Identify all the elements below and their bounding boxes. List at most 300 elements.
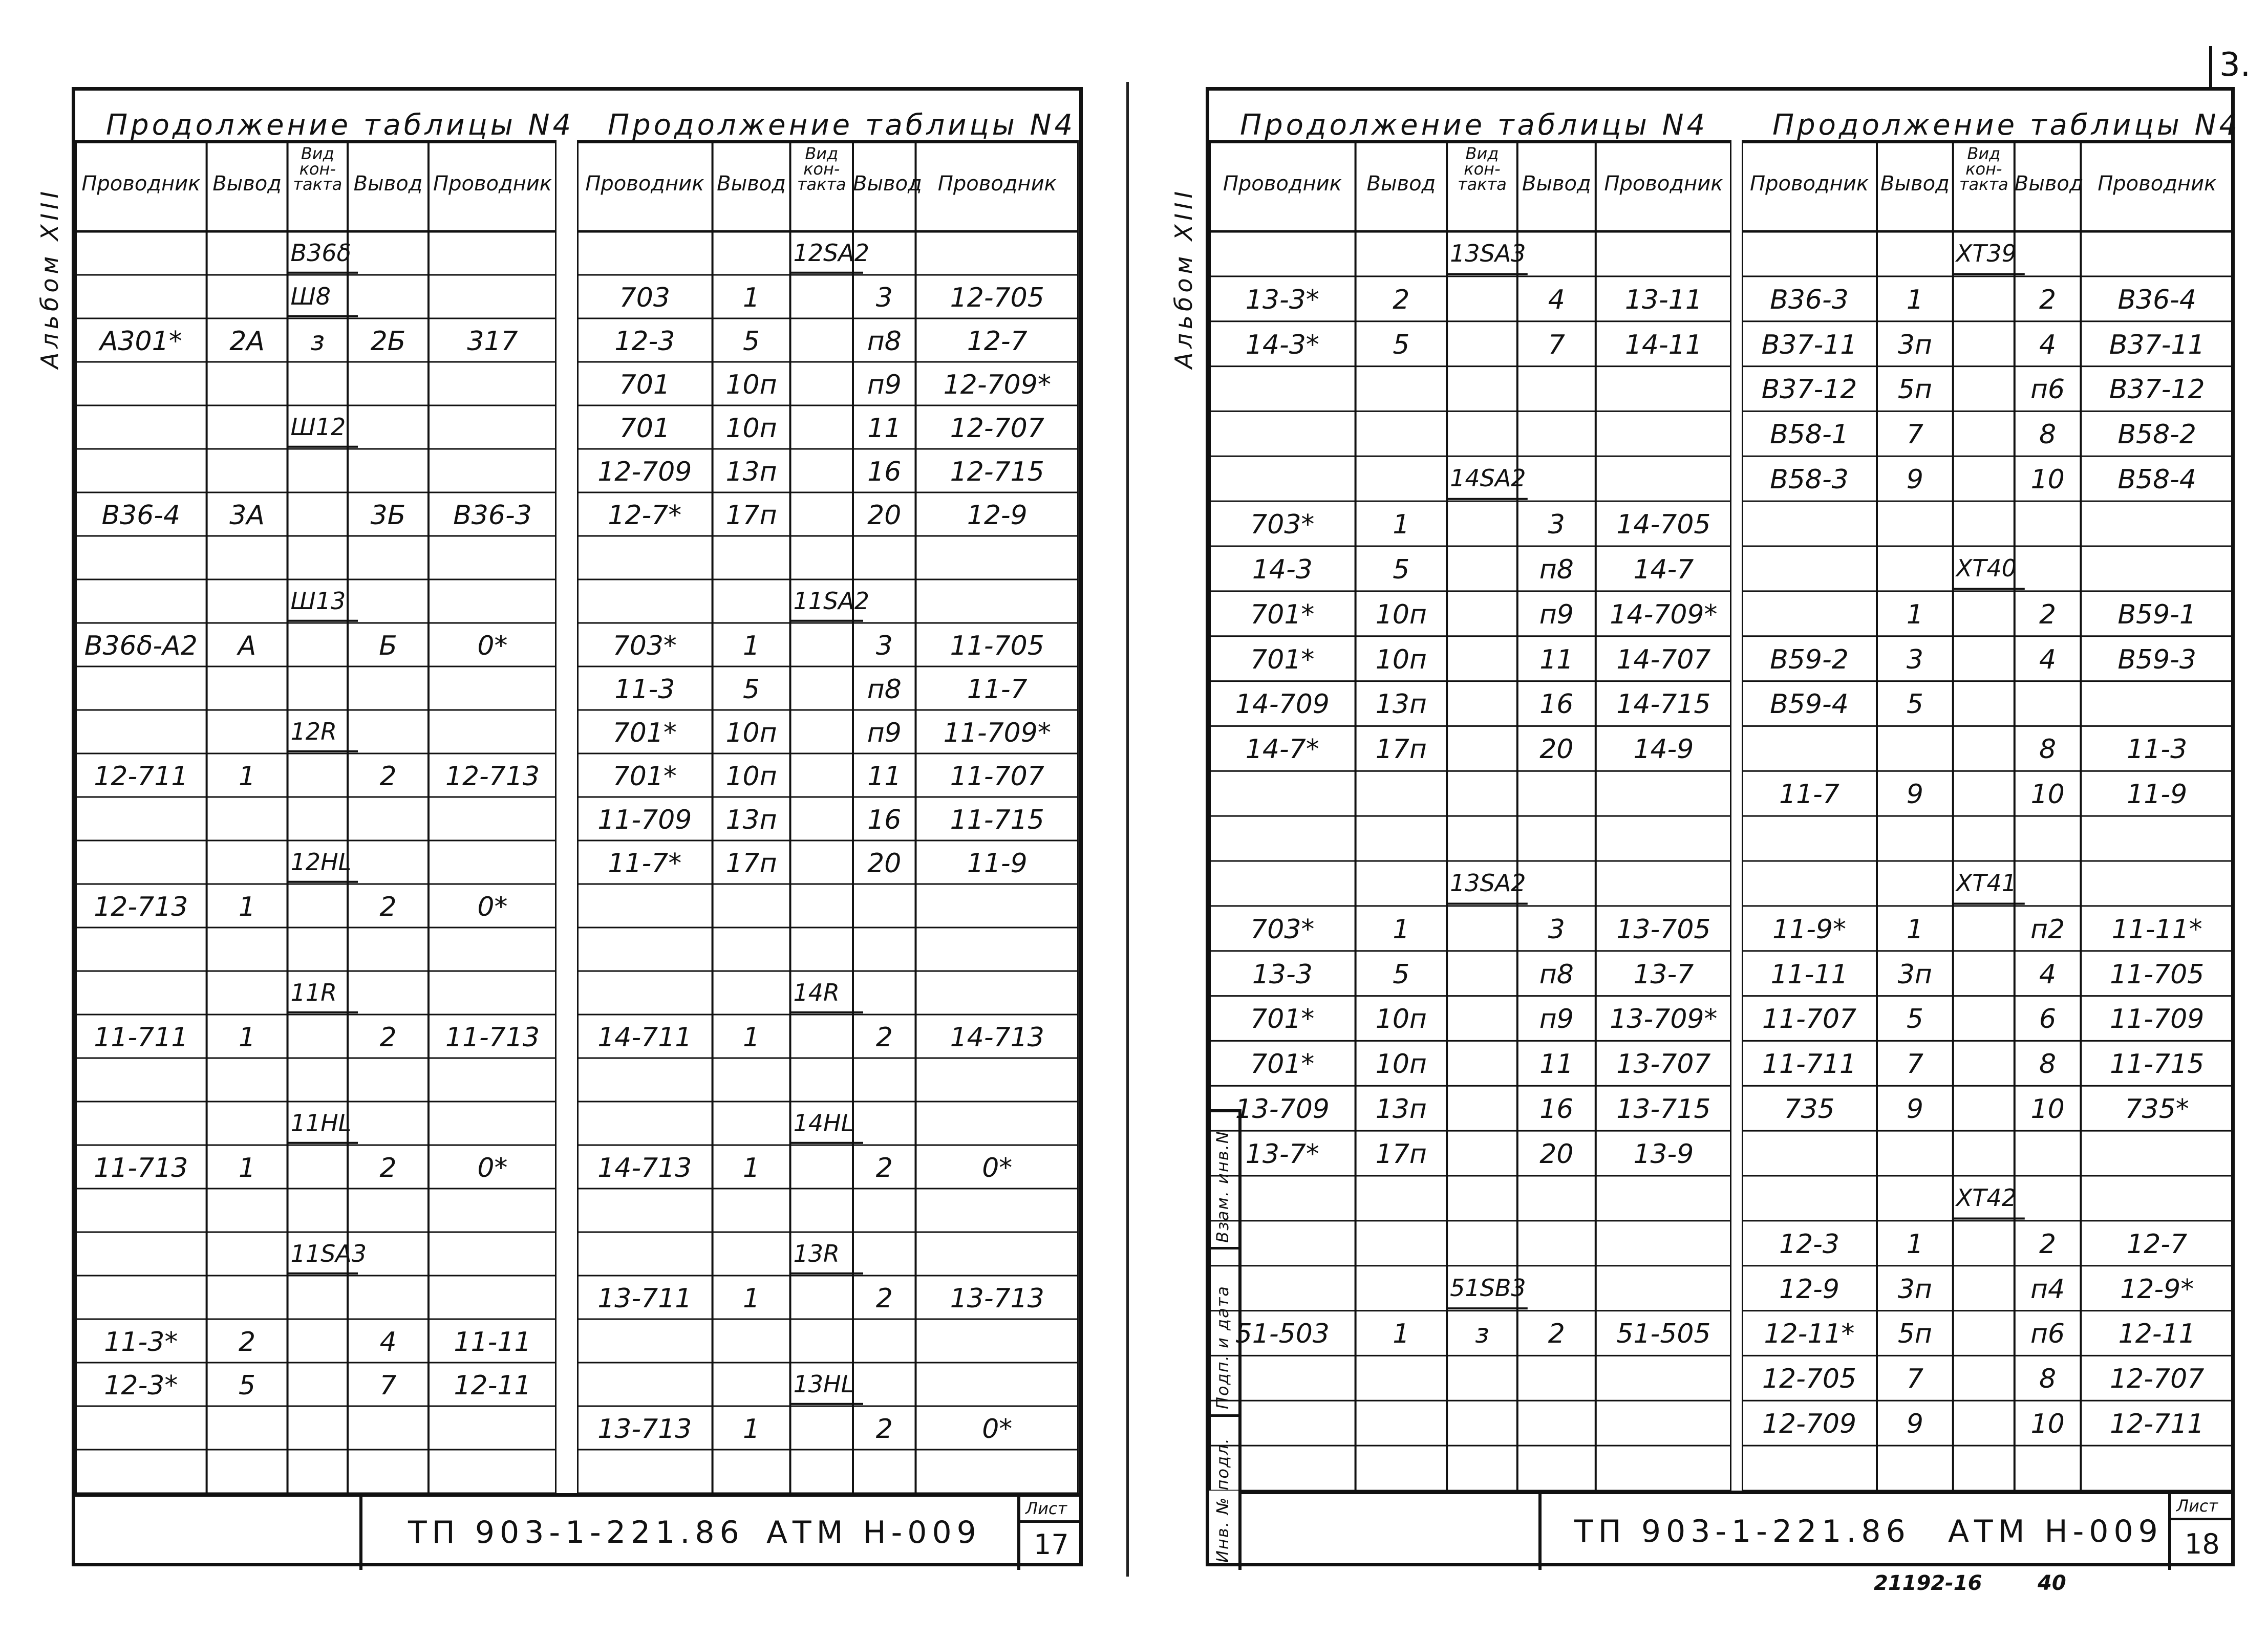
doc-mark: АТМ Н-009 (1948, 1514, 2163, 1549)
table-cell: 3п (1897, 959, 1932, 990)
table-cell: 10п (725, 370, 777, 401)
table-cell: 1 (239, 892, 256, 923)
table-cell: 11-709* (943, 718, 1051, 749)
column-header-terminal: Вывод (1366, 172, 1436, 196)
table-cell: 735* (2125, 1094, 2189, 1125)
table-cell: 11-11 (454, 1327, 531, 1358)
device-label: 13R (793, 1240, 840, 1268)
device-label: Ш12 (290, 413, 346, 441)
table-cell: 14-713 (950, 1022, 1044, 1053)
column-header-contact_type: Вид кон-такта (797, 144, 846, 194)
table-cell: 14-3 (1252, 554, 1313, 585)
table-cell: 11-705 (2110, 959, 2205, 990)
album-label-right: Альбом XIII (1170, 187, 1197, 369)
table-cell: 5 (742, 674, 760, 705)
table-cell: п8 (867, 326, 902, 357)
table-cell: 11-3* (104, 1327, 178, 1358)
footer-code: 21192-16 (1874, 1571, 1982, 1595)
table-cell: 0* (477, 631, 508, 662)
title-block-divider (1538, 1494, 1542, 1570)
table-cell: 5 (1906, 1004, 1923, 1035)
table-cell: 11-3 (2127, 734, 2188, 765)
table-cell: 2 (1548, 1319, 1565, 1350)
footer-page: 40 (2038, 1571, 2066, 1595)
table-cell: 11-705 (950, 631, 1044, 662)
table-cell: 2 (379, 892, 397, 923)
table-cell: 13-9 (1633, 1138, 1694, 1170)
sheet-number: 17 (1034, 1528, 1069, 1561)
table-right-2 (1742, 91, 2241, 1491)
table-cell: В59-4 (1770, 689, 1849, 720)
table-cell: 14-715 (1616, 689, 1711, 720)
table-cell: 1 (1906, 284, 1923, 315)
table-cell: В37-11 (2109, 329, 2205, 360)
side-stamp-repl: Взам. инв.N (1213, 1130, 1232, 1243)
table-cell: В58-1 (1770, 419, 1849, 450)
table-cell: 2 (875, 1022, 893, 1053)
table-cell: 9 (1906, 779, 1923, 810)
table-cell: 1 (1393, 914, 1410, 945)
table-cell: 11 (867, 761, 902, 792)
table-cell: 2 (875, 1153, 893, 1184)
table-cell: 2 (875, 1414, 893, 1445)
table-cell: 3Б (370, 500, 406, 531)
table-cell: 9 (1906, 1409, 1923, 1440)
device-label: 14SA2 (1450, 464, 1526, 492)
table-cell: 12-715 (950, 457, 1044, 488)
table-cell: 11-713 (445, 1022, 540, 1053)
table-cell: В58-2 (2117, 419, 2197, 450)
table-cell: 11-709 (2110, 1004, 2205, 1035)
table-cell: 11-7 (967, 674, 1028, 705)
table-cell: 8 (2039, 1049, 2057, 1080)
table-cell: 3 (1906, 644, 1923, 675)
table-cell: В59-3 (2117, 644, 2197, 675)
table-cell: п8 (867, 674, 902, 705)
device-label: 12R (290, 718, 337, 746)
column-header-conductor: Проводник (1223, 172, 1342, 196)
doc-code: ТП 903-1-221.86 (408, 1515, 744, 1550)
table-cell: 1 (239, 1153, 256, 1184)
table-cell: 10 (2030, 1094, 2065, 1125)
table-cell: 14-11 (1624, 329, 1702, 360)
column-header-terminal: Вывод (1522, 172, 1591, 196)
table-cell: 0* (477, 892, 508, 923)
table-cell: 11-9 (967, 848, 1028, 879)
table-cell: 16 (867, 457, 902, 488)
table-cell: 0* (982, 1414, 1013, 1445)
table-cell: 10 (2030, 779, 2065, 810)
table-cell: 701 (619, 370, 670, 401)
table-cell: 9 (1906, 1094, 1923, 1125)
table-cell: 7 (1548, 329, 1565, 360)
device-label: XT40 (1956, 554, 2017, 582)
table-cell: 14-709 (1235, 689, 1330, 720)
column-header-terminal: Вывод (2014, 172, 2084, 196)
table-cell: 2 (2039, 599, 2057, 630)
table-cell: В58-4 (2117, 464, 2197, 495)
table-cell: 10п (725, 413, 777, 444)
table-cell: 11-713 (94, 1153, 188, 1184)
table-cell: 17п (725, 500, 777, 531)
table-cell: 2А (229, 326, 265, 357)
table-cell: 20 (867, 848, 902, 879)
device-label: Ш8 (290, 283, 331, 311)
table-cell: п9 (867, 718, 902, 749)
table-cell: 12-3 (614, 326, 675, 357)
table-cell: 12-7* (608, 500, 682, 531)
table-cell: 5п (1897, 1319, 1932, 1350)
table-cell: 12-9* (2120, 1274, 2194, 1305)
table-cell: 5 (742, 326, 760, 357)
table-cell: п6 (2030, 374, 2065, 405)
table-cell: 11 (1539, 644, 1574, 675)
table-cell: п8 (1539, 554, 1574, 585)
table-cell: 2 (239, 1327, 256, 1358)
device-label: 11SA2 (793, 587, 869, 615)
table-cell: 701* (612, 718, 677, 749)
table-cell: 735 (1784, 1094, 1835, 1125)
table-cell: 5 (1393, 959, 1410, 990)
table-cell: 11-7* (608, 848, 682, 879)
table-cell: 703* (1250, 914, 1315, 945)
table-cell: 11-715 (950, 805, 1044, 836)
table-cell: 317 (467, 326, 518, 357)
table-cell: 12-709* (943, 370, 1051, 401)
column-header-conductor: Проводник (1604, 172, 1723, 196)
album-label-left: Альбом XIII (36, 187, 63, 369)
table-cell: А301* (99, 326, 182, 357)
table-cell: 5 (239, 1370, 256, 1402)
table-cell: 12-705 (950, 283, 1044, 314)
sheet-number-box (2168, 1494, 2231, 1570)
table-cell: 2 (379, 761, 397, 792)
table-cell: 703* (612, 631, 677, 662)
table-cell: 12-705 (1762, 1364, 1857, 1395)
table-cell: п9 (1539, 1004, 1574, 1035)
table-cell: 1 (742, 631, 760, 662)
table-cell: 701* (1250, 599, 1315, 630)
table-cell: 13-7 (1633, 959, 1694, 990)
table-cell: 701* (1250, 644, 1315, 675)
table-cell: 4 (379, 1327, 397, 1358)
sheet-label: Лист (1025, 1499, 1067, 1518)
table-cell: 1 (742, 1283, 760, 1314)
table-cell: 13-707 (1616, 1049, 1711, 1080)
table-cell: 14-7 (1633, 554, 1694, 585)
table-cell: 14-707 (1616, 644, 1711, 675)
table-cell: 9 (1906, 464, 1923, 495)
table-cell: 12-707 (2110, 1364, 2205, 1395)
title-block (1242, 1491, 2231, 1570)
table-cell: 10п (725, 761, 777, 792)
table-cell: 51-503 (1235, 1319, 1330, 1350)
side-stamp-inv: Инв. № подл. (1213, 1437, 1232, 1563)
table-left-1 (75, 91, 574, 1493)
device-label: XT39 (1956, 239, 2017, 267)
table-cell: 13-705 (1616, 914, 1711, 945)
table-cell: 12-7 (2127, 1228, 2188, 1260)
table-cell: 14-7* (1245, 734, 1319, 765)
table-cell: 8 (2039, 419, 2057, 450)
table-cell: 3 (875, 631, 893, 662)
table-cell: 1 (1906, 914, 1923, 945)
table-cell: 11-715 (2110, 1049, 2205, 1080)
table-cell: 0* (477, 1153, 508, 1184)
table-cell: 17п (1375, 734, 1427, 765)
column-header-terminal: Вывод (1880, 172, 1950, 196)
device-label: 13SA3 (1450, 239, 1526, 267)
device-label: 12SA2 (793, 239, 869, 267)
table-cell: 1 (742, 1153, 760, 1184)
table-cell: 12-713 (445, 761, 540, 792)
table-cell: 12-7 (967, 326, 1028, 357)
table-cell: 13-11 (1624, 284, 1702, 315)
table-cell: Б (379, 631, 397, 662)
table-cell: 2 (379, 1022, 397, 1053)
column-header-terminal: Вывод (717, 172, 786, 196)
table-cell: 12-11* (1764, 1319, 1855, 1350)
table-cell: 10п (1375, 1049, 1427, 1080)
table-cell: 13-715 (1616, 1094, 1711, 1125)
table-cell: 12-709 (597, 457, 692, 488)
table-cell: В36-3 (453, 500, 532, 531)
table-cell: 12-3* (104, 1370, 178, 1402)
table-cell: 13-3* (1245, 284, 1319, 315)
table-caption: Продолжение таблицы N4 (106, 109, 574, 142)
table-cell: 701* (1250, 1049, 1315, 1080)
table-cell: 51-505 (1616, 1319, 1711, 1350)
table-cell: 12-11 (2118, 1319, 2196, 1350)
table-cell: 12-707 (950, 413, 1044, 444)
table-cell: В36-4 (101, 500, 181, 531)
device-label: 11HL (290, 1109, 352, 1137)
table-cell: 16 (867, 805, 902, 836)
table-cell: 7 (1906, 1364, 1923, 1395)
table-cell: з (1475, 1319, 1489, 1350)
table-cell: 10п (1375, 644, 1427, 675)
table-cell: 5п (1897, 374, 1932, 405)
table-cell: В58-3 (1770, 464, 1849, 495)
sheet-number-box (1017, 1497, 1079, 1570)
table-cell: 10п (1375, 599, 1427, 630)
table-cell: 7 (379, 1370, 397, 1402)
table-cell: 2 (875, 1283, 893, 1314)
table-cell: 12-9 (1779, 1274, 1839, 1305)
column-header-conductor: Проводник (585, 172, 704, 196)
table-cell: 13-709 (1235, 1094, 1330, 1125)
table-cell: 14-713 (597, 1153, 692, 1184)
table-cell: 3 (1548, 914, 1565, 945)
table-cell: 701* (1250, 1004, 1315, 1035)
table-cell: 12-713 (94, 892, 188, 923)
table-cell: 11-11 (1770, 959, 1848, 990)
table-cell: 3 (1548, 509, 1565, 540)
table-cell: 20 (1539, 734, 1574, 765)
table-cell: 20 (1539, 1138, 1574, 1170)
table-cell: А (238, 631, 256, 662)
table-cell: 1 (742, 1414, 760, 1445)
table-cell: 5 (1393, 554, 1410, 585)
table-cell: 13-709* (1610, 1004, 1718, 1035)
table-cell: 13-713 (950, 1283, 1044, 1314)
table-cell: 12-3 (1779, 1228, 1839, 1260)
table-cell: 13-7* (1245, 1138, 1319, 1170)
table-cell: 13п (725, 805, 777, 836)
table-caption: Продолжение таблицы N4 (1772, 109, 2241, 142)
table-cell: 1 (239, 1022, 256, 1053)
table-cell: 11-9* (1772, 914, 1846, 945)
table-cell: 4 (2039, 644, 2057, 675)
table-cell: 12-711 (94, 761, 188, 792)
sheet-left (72, 87, 1083, 1566)
table-cell: 14-9 (1633, 734, 1694, 765)
table-cell: 7 (1906, 419, 1923, 450)
table-cell: 11-711 (94, 1022, 188, 1053)
column-header-contact_type: Вид кон-такта (293, 144, 343, 194)
device-label: Ш13 (290, 587, 346, 615)
table-cell: 1 (742, 1022, 760, 1053)
table-cell: 12-709 (1762, 1409, 1857, 1440)
table-cell: 13-3 (1252, 959, 1313, 990)
title-block (75, 1493, 1079, 1570)
doc-code: ТП 903-1-221.86 (1574, 1514, 1911, 1549)
table-cell: 16 (1539, 1094, 1574, 1125)
table-cell: 1 (1393, 509, 1410, 540)
table-cell: 2 (2039, 1228, 2057, 1260)
sheet-right (1206, 87, 2241, 1566)
table-cell: В59-2 (1770, 644, 1849, 675)
table-cell: 14-709* (1610, 599, 1718, 630)
table-cell: з (310, 326, 325, 357)
table-cell: 17п (725, 848, 777, 879)
table-cell: 1 (1906, 1228, 1923, 1260)
table-cell: 17п (1375, 1138, 1427, 1170)
table-cell: 11-709 (597, 805, 692, 836)
table-cell: 1 (1906, 599, 1923, 630)
table-cell: 2 (1393, 284, 1410, 315)
device-label: 13HL (793, 1370, 854, 1398)
table-cell: п2 (2030, 914, 2065, 945)
table-cell: 1 (742, 283, 760, 314)
table-cell: 8 (2039, 1364, 2057, 1395)
column-header-conductor: Проводник (81, 172, 201, 196)
device-label: 12HL (290, 848, 352, 876)
table-cell: В36-4 (2117, 284, 2197, 315)
table-cell: 14-711 (597, 1022, 692, 1053)
table-cell: 2Б (370, 326, 406, 357)
table-cell: 11-11* (2111, 914, 2202, 945)
device-label: 11SA3 (290, 1240, 367, 1268)
table-cell: 12-711 (2110, 1409, 2205, 1440)
table-cell: В36δ-А2 (84, 631, 198, 662)
table-cell: 13-711 (597, 1283, 692, 1314)
table-cell: В36-3 (1770, 284, 1849, 315)
sheet-label-rule (1020, 1520, 1079, 1523)
device-label: В36δ (290, 239, 351, 267)
table-cell: 7 (1906, 1049, 1923, 1080)
table-cell: 11-711 (1762, 1049, 1857, 1080)
column-header-conductor: Проводник (433, 172, 552, 196)
table-cell: 10 (2030, 464, 2065, 495)
table-caption: Продолжение таблицы N4 (1240, 109, 1708, 142)
side-stamp-sign: Подп. и дата (1213, 1285, 1232, 1409)
table-cell: п4 (2030, 1274, 2065, 1305)
table-cell: 11 (867, 413, 902, 444)
device-label: 13SA2 (1450, 869, 1526, 897)
table-cell: 14-3* (1245, 329, 1319, 360)
device-label: 14HL (793, 1109, 854, 1137)
column-header-terminal: Вывод (853, 172, 922, 196)
table-cell: 1 (239, 761, 256, 792)
table-cell: 5 (1393, 329, 1410, 360)
table-cell: 11-9 (2127, 779, 2188, 810)
table-cell: 1 (1393, 1319, 1410, 1350)
table-cell: 12-9 (967, 500, 1028, 531)
table-cell: 3п (1897, 1274, 1932, 1305)
sheet-label-rule (2171, 1518, 2231, 1520)
table-cell: 11-7 (1779, 779, 1839, 810)
table-right-1 (1209, 91, 1731, 1491)
fold-line (1126, 82, 1129, 1577)
table-cell: 0* (982, 1153, 1013, 1184)
table-cell: 14-705 (1616, 509, 1711, 540)
table-cell: 12-11 (454, 1370, 531, 1402)
table-cell: 13-713 (597, 1414, 692, 1445)
table-cell: 2 (379, 1153, 397, 1184)
table-cell: 11-3 (614, 674, 675, 705)
table-left-2 (577, 91, 1079, 1493)
column-header-terminal: Вывод (353, 172, 423, 196)
table-cell: п9 (867, 370, 902, 401)
table-cell: 3А (229, 500, 265, 531)
corner-rule (2209, 46, 2212, 87)
column-header-conductor: Проводник (1750, 172, 1869, 196)
table-cell: 4 (1548, 284, 1565, 315)
table-cell: 8 (2039, 734, 2057, 765)
title-block-divider (359, 1497, 362, 1570)
table-cell: В59-1 (2117, 599, 2197, 630)
table-cell: 13п (725, 457, 777, 488)
table-cell: п6 (2030, 1319, 2065, 1350)
table-cell: 4 (2039, 329, 2057, 360)
device-label: 51SB3 (1450, 1274, 1526, 1302)
table-cell: 16 (1539, 689, 1574, 720)
column-header-contact_type: Вид кон-такта (1959, 144, 2008, 194)
table-cell: 3п (1897, 329, 1932, 360)
table-cell: п9 (1539, 599, 1574, 630)
column-header-contact_type: Вид кон-такта (1458, 144, 1507, 194)
table-cell: 4 (2039, 959, 2057, 990)
table-cell: В37-12 (1761, 374, 1857, 405)
table-cell: п8 (1539, 959, 1574, 990)
table-cell: 11 (1539, 1049, 1574, 1080)
table-cell: В37-12 (2109, 374, 2205, 405)
device-label: 11R (290, 979, 337, 1007)
table-cell: 5 (1906, 689, 1923, 720)
sheet-label: Лист (2176, 1496, 2218, 1516)
table-cell: 11-707 (950, 761, 1044, 792)
column-header-terminal: Вывод (212, 172, 282, 196)
table-cell: 701* (612, 761, 677, 792)
column-header-conductor: Проводник (937, 172, 1057, 196)
table-cell: 6 (2039, 1004, 2057, 1035)
doc-mark: АТМ Н-009 (766, 1515, 981, 1550)
table-caption: Продолжение таблицы N4 (608, 109, 1076, 142)
table-cell: 13п (1375, 689, 1427, 720)
table-cell: 10п (725, 718, 777, 749)
table-cell: 701 (619, 413, 670, 444)
